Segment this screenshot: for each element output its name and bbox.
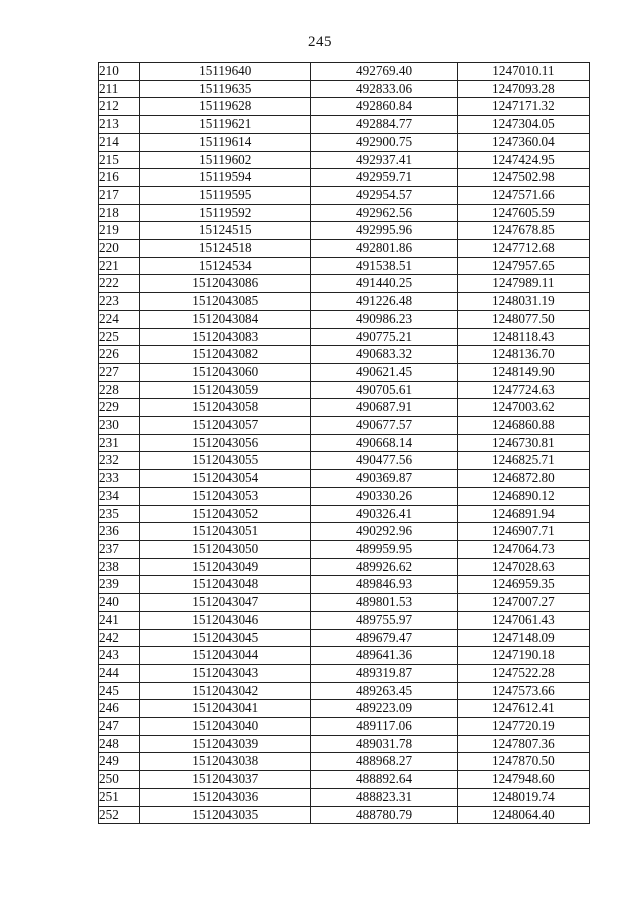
table-row bbox=[99, 328, 590, 346]
table-row bbox=[99, 98, 590, 116]
y-coordinate-cell: 1247957.65 bbox=[457, 257, 589, 275]
point-code-cell: 15119628 bbox=[140, 98, 311, 116]
y-coordinate-cell: 1247148.09 bbox=[457, 629, 589, 647]
point-code-cell: 1512043039 bbox=[140, 735, 311, 753]
point-code-cell: 15119614 bbox=[140, 133, 311, 151]
x-coordinate-cell: 491440.25 bbox=[311, 275, 457, 293]
point-number-cell: 215 bbox=[99, 151, 140, 169]
point-number-cell: 212 bbox=[99, 98, 140, 116]
point-code-cell: 15119602 bbox=[140, 151, 311, 169]
point-code-cell: 15119621 bbox=[140, 116, 311, 134]
x-coordinate-cell: 492962.56 bbox=[311, 204, 457, 222]
y-coordinate-cell: 1247171.32 bbox=[457, 98, 589, 116]
x-coordinate-cell: 489117.06 bbox=[311, 718, 457, 736]
x-coordinate-cell: 490683.32 bbox=[311, 346, 457, 364]
y-coordinate-cell: 1246891.94 bbox=[457, 505, 589, 523]
point-number-cell: 229 bbox=[99, 399, 140, 417]
point-code-cell: 1512043038 bbox=[140, 753, 311, 771]
point-number-cell: 252 bbox=[99, 806, 140, 824]
y-coordinate-cell: 1246730.81 bbox=[457, 434, 589, 452]
point-number-cell: 222 bbox=[99, 275, 140, 293]
point-number-cell: 243 bbox=[99, 647, 140, 665]
table-row bbox=[99, 664, 590, 682]
x-coordinate-cell: 489755.97 bbox=[311, 611, 457, 629]
y-coordinate-cell: 1247807.36 bbox=[457, 735, 589, 753]
table-row bbox=[99, 116, 590, 134]
point-number-cell: 235 bbox=[99, 505, 140, 523]
point-number-cell: 220 bbox=[99, 240, 140, 258]
point-number-cell: 211 bbox=[99, 80, 140, 98]
point-code-cell: 1512043054 bbox=[140, 470, 311, 488]
point-code-cell: 1512043056 bbox=[140, 434, 311, 452]
x-coordinate-cell: 490621.45 bbox=[311, 363, 457, 381]
y-coordinate-cell: 1247571.66 bbox=[457, 186, 589, 204]
y-coordinate-cell: 1247064.73 bbox=[457, 540, 589, 558]
point-number-cell: 237 bbox=[99, 540, 140, 558]
point-number-cell: 246 bbox=[99, 700, 140, 718]
table-row bbox=[99, 133, 590, 151]
point-code-cell: 1512043083 bbox=[140, 328, 311, 346]
point-code-cell: 1512043042 bbox=[140, 682, 311, 700]
point-number-cell: 248 bbox=[99, 735, 140, 753]
x-coordinate-cell: 492769.40 bbox=[311, 63, 457, 81]
table-row bbox=[99, 434, 590, 452]
y-coordinate-cell: 1247720.19 bbox=[457, 718, 589, 736]
point-number-cell: 219 bbox=[99, 222, 140, 240]
point-code-cell: 1512043046 bbox=[140, 611, 311, 629]
x-coordinate-cell: 491538.51 bbox=[311, 257, 457, 275]
y-coordinate-cell: 1248118.43 bbox=[457, 328, 589, 346]
x-coordinate-cell: 492801.86 bbox=[311, 240, 457, 258]
x-coordinate-cell: 492884.77 bbox=[311, 116, 457, 134]
point-number-cell: 231 bbox=[99, 434, 140, 452]
point-code-cell: 1512043057 bbox=[140, 417, 311, 435]
x-coordinate-cell: 490326.41 bbox=[311, 505, 457, 523]
point-number-cell: 213 bbox=[99, 116, 140, 134]
point-number-cell: 232 bbox=[99, 452, 140, 470]
point-number-cell: 236 bbox=[99, 523, 140, 541]
point-number-cell: 226 bbox=[99, 346, 140, 364]
point-code-cell: 1512043048 bbox=[140, 576, 311, 594]
point-code-cell: 1512043053 bbox=[140, 487, 311, 505]
point-code-cell: 1512043047 bbox=[140, 594, 311, 612]
table-row bbox=[99, 753, 590, 771]
x-coordinate-cell: 492860.84 bbox=[311, 98, 457, 116]
x-coordinate-cell: 492959.71 bbox=[311, 169, 457, 187]
x-coordinate-cell: 489031.78 bbox=[311, 735, 457, 753]
table-row bbox=[99, 470, 590, 488]
y-coordinate-cell: 1247678.85 bbox=[457, 222, 589, 240]
point-code-cell: 1512043041 bbox=[140, 700, 311, 718]
x-coordinate-cell: 490477.56 bbox=[311, 452, 457, 470]
table-row bbox=[99, 169, 590, 187]
point-code-cell: 1512043055 bbox=[140, 452, 311, 470]
y-coordinate-cell: 1247304.05 bbox=[457, 116, 589, 134]
y-coordinate-cell: 1246890.12 bbox=[457, 487, 589, 505]
point-number-cell: 227 bbox=[99, 363, 140, 381]
y-coordinate-cell: 1248019.74 bbox=[457, 788, 589, 806]
point-number-cell: 242 bbox=[99, 629, 140, 647]
point-number-cell: 238 bbox=[99, 558, 140, 576]
point-number-cell: 245 bbox=[99, 682, 140, 700]
x-coordinate-cell: 490292.96 bbox=[311, 523, 457, 541]
table-row bbox=[99, 806, 590, 824]
table-row bbox=[99, 611, 590, 629]
table-row bbox=[99, 222, 590, 240]
x-coordinate-cell: 492995.96 bbox=[311, 222, 457, 240]
point-code-cell: 1512043049 bbox=[140, 558, 311, 576]
table-row bbox=[99, 505, 590, 523]
page-number: 245 bbox=[308, 34, 332, 50]
table-row bbox=[99, 647, 590, 665]
table-row bbox=[99, 80, 590, 98]
point-code-cell: 15124534 bbox=[140, 257, 311, 275]
point-code-cell: 15119592 bbox=[140, 204, 311, 222]
point-number-cell: 239 bbox=[99, 576, 140, 594]
point-code-cell: 1512043051 bbox=[140, 523, 311, 541]
table-row bbox=[99, 257, 590, 275]
point-number-cell: 225 bbox=[99, 328, 140, 346]
x-coordinate-cell: 488780.79 bbox=[311, 806, 457, 824]
x-coordinate-cell: 490668.14 bbox=[311, 434, 457, 452]
point-number-cell: 221 bbox=[99, 257, 140, 275]
point-code-cell: 1512043058 bbox=[140, 399, 311, 417]
coordinates-table-body bbox=[99, 63, 590, 824]
x-coordinate-cell: 490330.26 bbox=[311, 487, 457, 505]
point-number-cell: 230 bbox=[99, 417, 140, 435]
table-row bbox=[99, 63, 590, 81]
y-coordinate-cell: 1247093.28 bbox=[457, 80, 589, 98]
point-code-cell: 1512043059 bbox=[140, 381, 311, 399]
table-row bbox=[99, 735, 590, 753]
x-coordinate-cell: 489846.93 bbox=[311, 576, 457, 594]
point-number-cell: 224 bbox=[99, 310, 140, 328]
x-coordinate-cell: 490986.23 bbox=[311, 310, 457, 328]
y-coordinate-cell: 1247061.43 bbox=[457, 611, 589, 629]
table-row bbox=[99, 771, 590, 789]
point-number-cell: 233 bbox=[99, 470, 140, 488]
x-coordinate-cell: 489641.36 bbox=[311, 647, 457, 665]
table-row bbox=[99, 487, 590, 505]
table-row bbox=[99, 700, 590, 718]
y-coordinate-cell: 1247028.63 bbox=[457, 558, 589, 576]
x-coordinate-cell: 489959.95 bbox=[311, 540, 457, 558]
y-coordinate-cell: 1248064.40 bbox=[457, 806, 589, 824]
x-coordinate-cell: 488968.27 bbox=[311, 753, 457, 771]
point-number-cell: 250 bbox=[99, 771, 140, 789]
point-number-cell: 210 bbox=[99, 63, 140, 81]
y-coordinate-cell: 1248149.90 bbox=[457, 363, 589, 381]
x-coordinate-cell: 492900.75 bbox=[311, 133, 457, 151]
x-coordinate-cell: 489926.62 bbox=[311, 558, 457, 576]
y-coordinate-cell: 1247003.62 bbox=[457, 399, 589, 417]
x-coordinate-cell: 489679.47 bbox=[311, 629, 457, 647]
table-row bbox=[99, 275, 590, 293]
y-coordinate-cell: 1248077.50 bbox=[457, 310, 589, 328]
y-coordinate-cell: 1246872.80 bbox=[457, 470, 589, 488]
x-coordinate-cell: 490687.91 bbox=[311, 399, 457, 417]
point-code-cell: 1512043044 bbox=[140, 647, 311, 665]
point-number-cell: 247 bbox=[99, 718, 140, 736]
y-coordinate-cell: 1247712.68 bbox=[457, 240, 589, 258]
x-coordinate-cell: 489801.53 bbox=[311, 594, 457, 612]
coordinates-table bbox=[98, 62, 590, 824]
x-coordinate-cell: 492937.41 bbox=[311, 151, 457, 169]
point-code-cell: 15119595 bbox=[140, 186, 311, 204]
x-coordinate-cell: 492833.06 bbox=[311, 80, 457, 98]
point-code-cell: 1512043050 bbox=[140, 540, 311, 558]
table-row bbox=[99, 629, 590, 647]
x-coordinate-cell: 490369.87 bbox=[311, 470, 457, 488]
point-code-cell: 1512043036 bbox=[140, 788, 311, 806]
y-coordinate-cell: 1247190.18 bbox=[457, 647, 589, 665]
point-number-cell: 218 bbox=[99, 204, 140, 222]
table-row bbox=[99, 310, 590, 328]
point-code-cell: 1512043084 bbox=[140, 310, 311, 328]
table-row bbox=[99, 293, 590, 311]
point-code-cell: 15124515 bbox=[140, 222, 311, 240]
x-coordinate-cell: 490677.57 bbox=[311, 417, 457, 435]
table-row bbox=[99, 718, 590, 736]
y-coordinate-cell: 1247989.11 bbox=[457, 275, 589, 293]
x-coordinate-cell: 489319.87 bbox=[311, 664, 457, 682]
x-coordinate-cell: 491226.48 bbox=[311, 293, 457, 311]
table-row bbox=[99, 540, 590, 558]
point-number-cell: 251 bbox=[99, 788, 140, 806]
y-coordinate-cell: 1247573.66 bbox=[457, 682, 589, 700]
x-coordinate-cell: 489263.45 bbox=[311, 682, 457, 700]
point-code-cell: 1512043060 bbox=[140, 363, 311, 381]
point-code-cell: 1512043037 bbox=[140, 771, 311, 789]
y-coordinate-cell: 1248136.70 bbox=[457, 346, 589, 364]
x-coordinate-cell: 490775.21 bbox=[311, 328, 457, 346]
table-row bbox=[99, 452, 590, 470]
table-row bbox=[99, 523, 590, 541]
y-coordinate-cell: 1247612.41 bbox=[457, 700, 589, 718]
x-coordinate-cell: 490705.61 bbox=[311, 381, 457, 399]
table-row bbox=[99, 576, 590, 594]
y-coordinate-cell: 1247522.28 bbox=[457, 664, 589, 682]
x-coordinate-cell: 489223.09 bbox=[311, 700, 457, 718]
point-code-cell: 1512043086 bbox=[140, 275, 311, 293]
point-code-cell: 1512043043 bbox=[140, 664, 311, 682]
point-number-cell: 214 bbox=[99, 133, 140, 151]
point-code-cell: 1512043082 bbox=[140, 346, 311, 364]
point-number-cell: 249 bbox=[99, 753, 140, 771]
x-coordinate-cell: 488823.31 bbox=[311, 788, 457, 806]
table-row bbox=[99, 346, 590, 364]
table-row bbox=[99, 240, 590, 258]
y-coordinate-cell: 1246907.71 bbox=[457, 523, 589, 541]
point-number-cell: 234 bbox=[99, 487, 140, 505]
table-row bbox=[99, 399, 590, 417]
table-row bbox=[99, 186, 590, 204]
point-number-cell: 223 bbox=[99, 293, 140, 311]
y-coordinate-cell: 1247870.50 bbox=[457, 753, 589, 771]
point-code-cell: 15119635 bbox=[140, 80, 311, 98]
y-coordinate-cell: 1247502.98 bbox=[457, 169, 589, 187]
y-coordinate-cell: 1247605.59 bbox=[457, 204, 589, 222]
point-code-cell: 1512043085 bbox=[140, 293, 311, 311]
table-row bbox=[99, 788, 590, 806]
point-code-cell: 1512043052 bbox=[140, 505, 311, 523]
y-coordinate-cell: 1247948.60 bbox=[457, 771, 589, 789]
table-row bbox=[99, 151, 590, 169]
point-number-cell: 217 bbox=[99, 186, 140, 204]
y-coordinate-cell: 1246825.71 bbox=[457, 452, 589, 470]
point-number-cell: 240 bbox=[99, 594, 140, 612]
point-code-cell: 1512043040 bbox=[140, 718, 311, 736]
table-row bbox=[99, 558, 590, 576]
y-coordinate-cell: 1247724.63 bbox=[457, 381, 589, 399]
point-code-cell: 15124518 bbox=[140, 240, 311, 258]
table-row bbox=[99, 417, 590, 435]
y-coordinate-cell: 1246959.35 bbox=[457, 576, 589, 594]
table-row bbox=[99, 594, 590, 612]
y-coordinate-cell: 1247007.27 bbox=[457, 594, 589, 612]
table-row bbox=[99, 682, 590, 700]
y-coordinate-cell: 1248031.19 bbox=[457, 293, 589, 311]
point-number-cell: 216 bbox=[99, 169, 140, 187]
y-coordinate-cell: 1247424.95 bbox=[457, 151, 589, 169]
table-row bbox=[99, 381, 590, 399]
x-coordinate-cell: 492954.57 bbox=[311, 186, 457, 204]
point-number-cell: 241 bbox=[99, 611, 140, 629]
point-code-cell: 15119594 bbox=[140, 169, 311, 187]
point-code-cell: 1512043035 bbox=[140, 806, 311, 824]
point-code-cell: 1512043045 bbox=[140, 629, 311, 647]
y-coordinate-cell: 1246860.88 bbox=[457, 417, 589, 435]
x-coordinate-cell: 488892.64 bbox=[311, 771, 457, 789]
point-number-cell: 244 bbox=[99, 664, 140, 682]
y-coordinate-cell: 1247010.11 bbox=[457, 63, 589, 81]
point-number-cell: 228 bbox=[99, 381, 140, 399]
table-row bbox=[99, 363, 590, 381]
point-code-cell: 15119640 bbox=[140, 63, 311, 81]
y-coordinate-cell: 1247360.04 bbox=[457, 133, 589, 151]
table-row bbox=[99, 204, 590, 222]
